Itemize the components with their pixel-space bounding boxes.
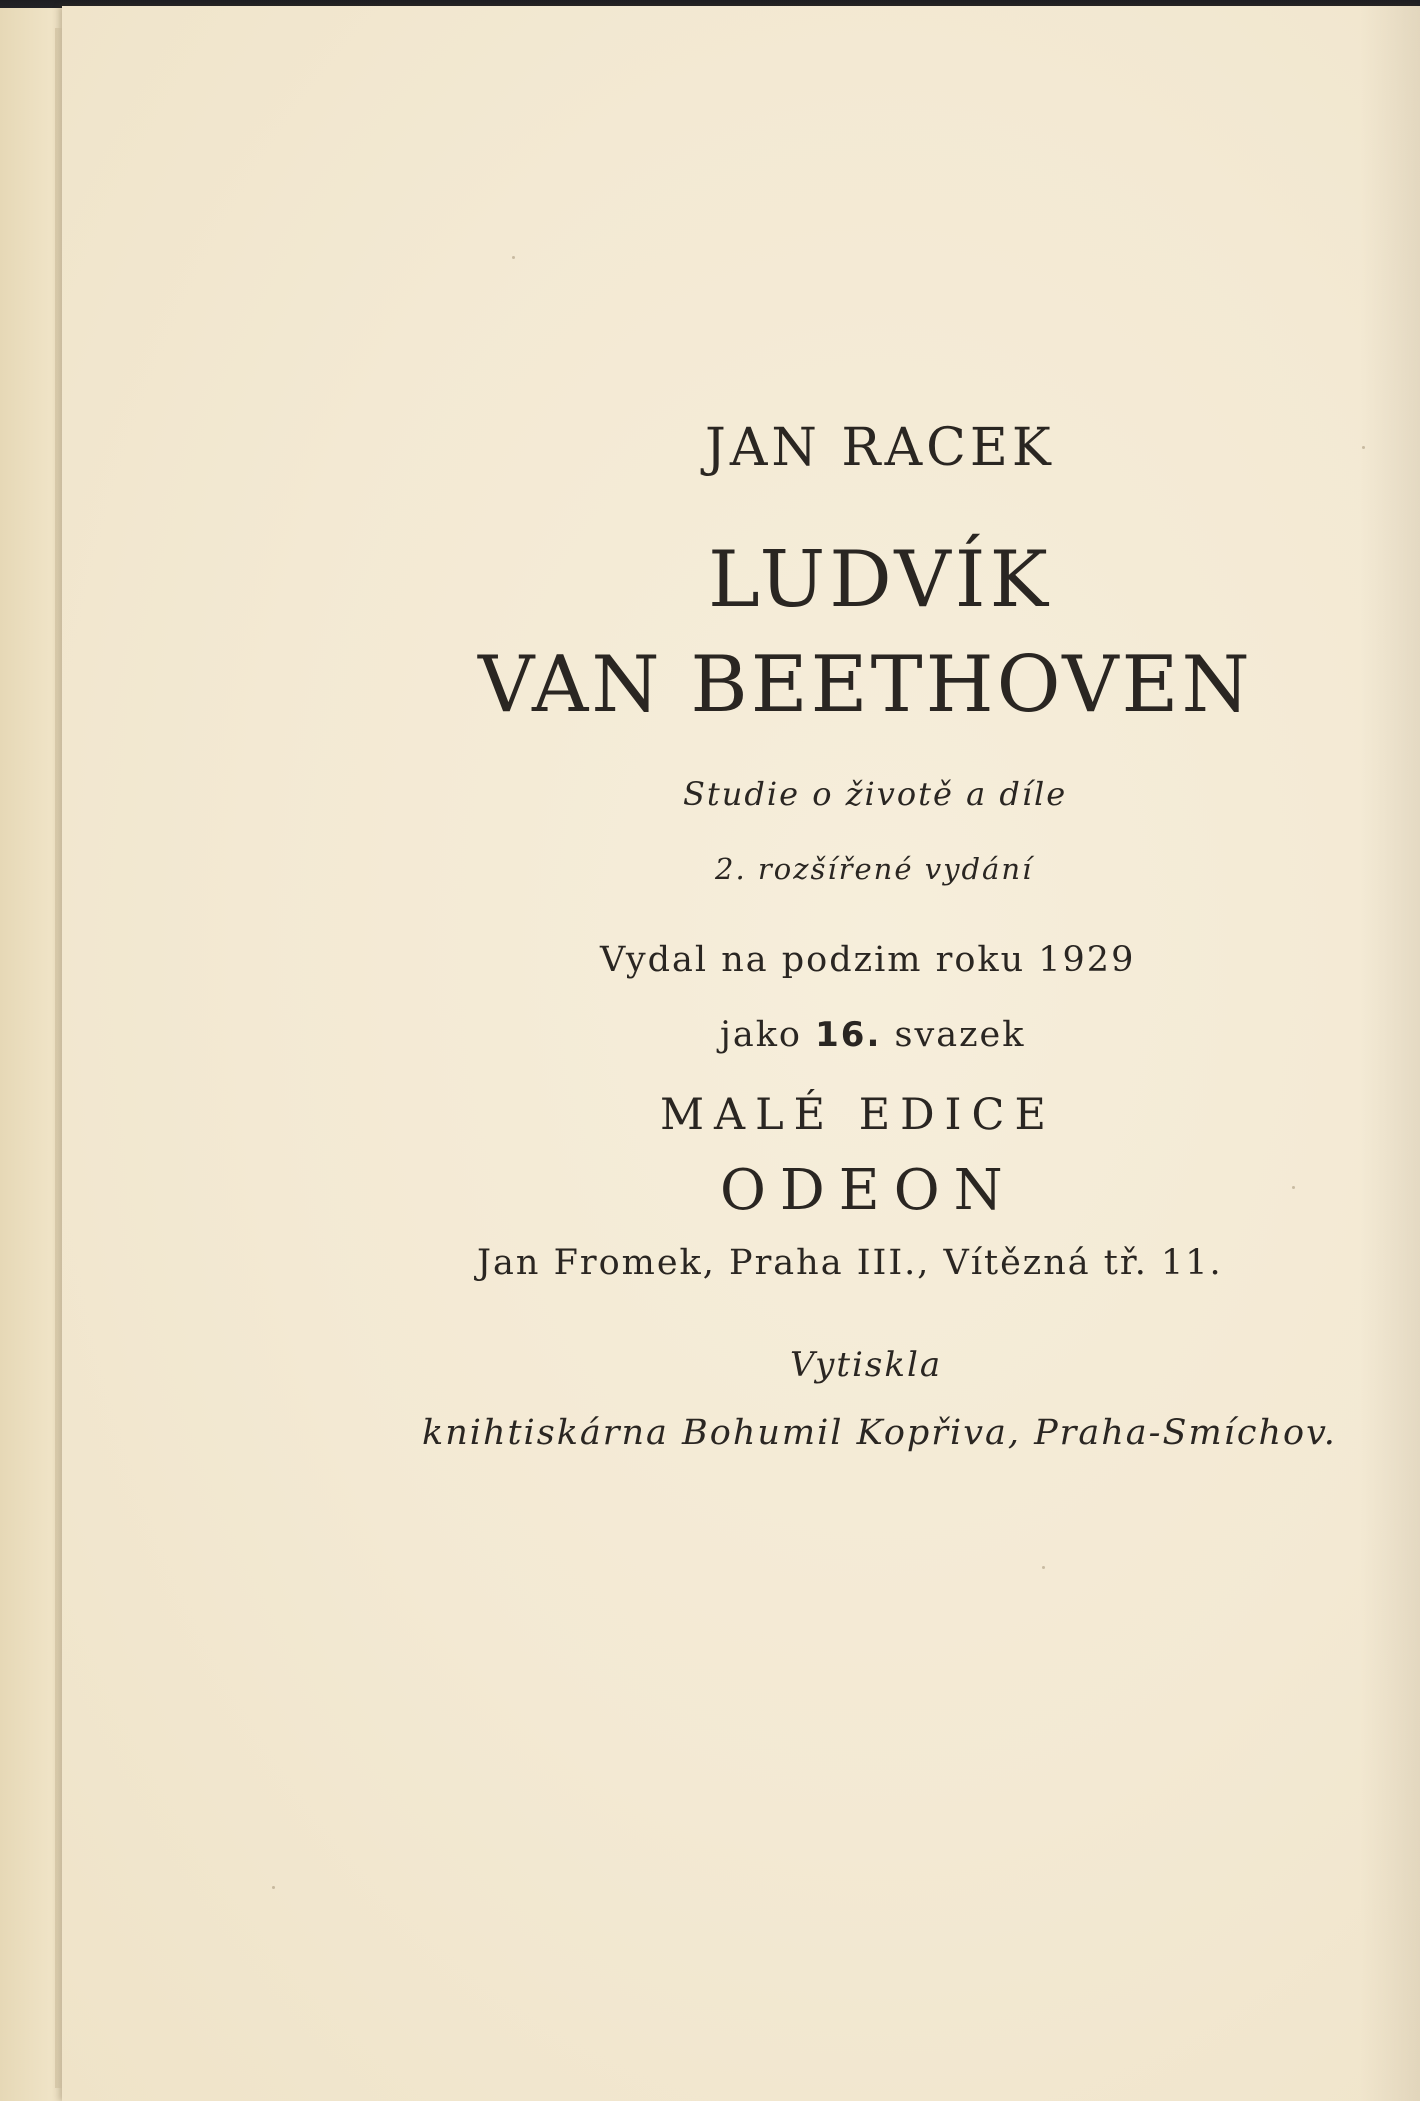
book-subtitle: Studie o životě a díle bbox=[683, 775, 1068, 813]
paper-speck bbox=[272, 1886, 275, 1889]
series-name: MALÉ EDICE bbox=[660, 1090, 1056, 1140]
author-name: JAN RACEK bbox=[705, 418, 1055, 478]
publisher-name: ODEON bbox=[720, 1158, 1017, 1223]
book-title-line-2: VAN BEETHOVEN bbox=[478, 640, 1253, 730]
printed-by-label: Vytiskla bbox=[790, 1345, 943, 1385]
printer-name: knihtiskárna Bohumil Kopřiva, Praha-Smíchov. bbox=[422, 1413, 1337, 1453]
paper-speck bbox=[1292, 1186, 1295, 1189]
edition-note: 2. rozšířené vydání bbox=[715, 852, 1034, 886]
volume-note bbox=[720, 1015, 1025, 1055]
page-shadow bbox=[1360, 6, 1420, 2101]
volume-prefix: jako bbox=[720, 1015, 802, 1055]
volume-number: 16. bbox=[815, 1015, 882, 1055]
paper-speck bbox=[512, 256, 515, 259]
book-title-line-1: LUDVÍK bbox=[708, 535, 1052, 625]
paper-speck bbox=[1362, 446, 1365, 449]
paper-speck bbox=[1042, 1566, 1045, 1569]
volume-suffix: svazek bbox=[894, 1015, 1026, 1055]
publisher-address: Jan Fromek, Praha III., Vítězná tř. 11. bbox=[477, 1243, 1223, 1283]
publication-note: Vydal na podzim roku 1929 bbox=[600, 940, 1136, 980]
